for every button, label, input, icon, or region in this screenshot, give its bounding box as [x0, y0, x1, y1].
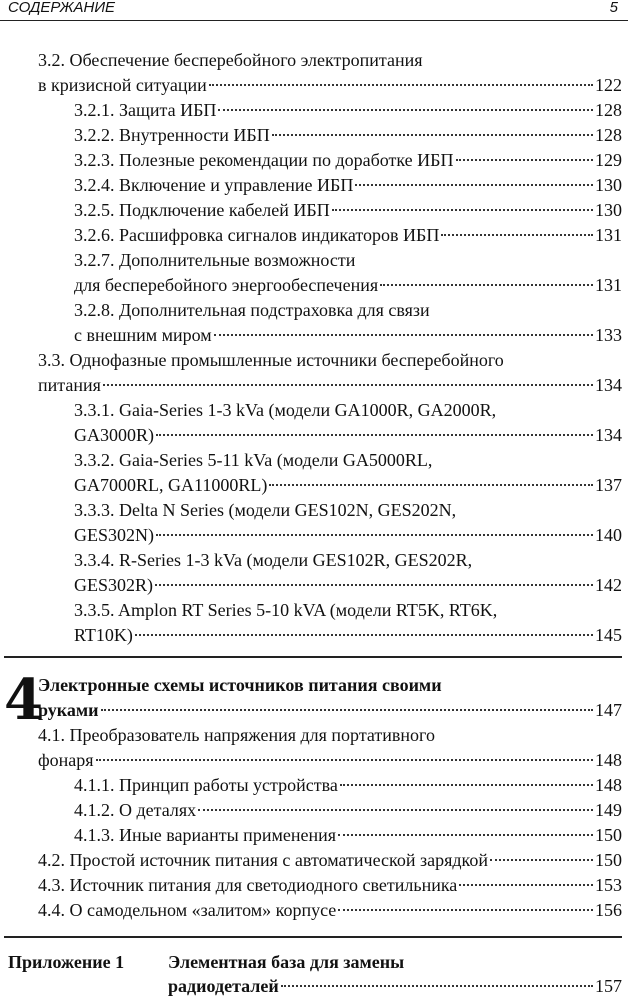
toc-entry-3-2-5[interactable]: [74, 198, 622, 222]
toc-entry-text: 3.2.6. Расшифровка сигналов индикаторов ИБП: [74, 225, 440, 245]
toc-entry-4-1-2[interactable]: [74, 798, 622, 822]
toc-entry-4-3[interactable]: [38, 873, 622, 897]
dot-leader: [332, 208, 593, 211]
toc-entry-text: GA7000RL, GA11000RL): [74, 475, 268, 495]
dot-leader: [214, 333, 593, 336]
toc-page-number: 142: [595, 575, 622, 595]
toc-3-3-4-line1: 3.3.4. R-Series 1-3 kVa (модели GES102R, GES202R,: [74, 550, 473, 570]
toc-entry-3-2-7[interactable]: [74, 273, 622, 297]
toc-page-number: 145: [595, 625, 622, 645]
toc-3-2-title-line1: 3.2. Обеспечение бесперебойного электропитания: [38, 50, 423, 70]
toc-entry-text: 4.1.2. О деталях: [74, 800, 197, 820]
toc-page-number: 133: [595, 325, 622, 345]
dot-leader: [96, 758, 593, 761]
toc-page-number: 131: [595, 275, 622, 295]
toc-3-3-1-line1: 3.3.1. Gaia-Series 1-3 kVa (модели GA1000R, GA2000R,: [74, 400, 497, 420]
toc-3-3-title-line1: 3.3. Однофазные промышленные источники бесперебойного: [38, 350, 504, 370]
toc-entry-text: 4.4. О самодельном «залитом» корпусе: [38, 900, 337, 920]
toc-page-number: 140: [595, 525, 622, 545]
toc-page-number: 156: [595, 900, 622, 920]
toc-entry-3-2-1[interactable]: [74, 98, 622, 122]
toc-entry-3-3-3[interactable]: [74, 523, 622, 547]
header-page-number: 5: [609, 0, 618, 16]
toc-entry-3-2-8[interactable]: [74, 323, 622, 347]
toc-entry-text: 3.2.3. Полезные рекомендации по доработке ИБП: [74, 150, 454, 170]
dot-leader: [103, 383, 593, 386]
dot-leader: [459, 883, 593, 886]
toc-entry-3-2-6[interactable]: [74, 223, 622, 247]
toc-entry-text: фонаря: [38, 750, 94, 770]
dot-leader: [490, 858, 593, 861]
toc-page-number: 150: [595, 825, 622, 845]
toc-3-3-3-line1: 3.3.3. Delta N Series (модели GES102N, GES202N,: [74, 500, 457, 520]
toc-entry-text: для бесперебойного энергообеспечения: [74, 275, 379, 295]
toc-entry-3-2-3[interactable]: [74, 148, 622, 172]
toc-3-3-5-line1: 3.3.5. Amplon RT Series 5-10 kVA (модели RT5K, RT6K,: [74, 600, 498, 620]
toc-entry-appendix-1[interactable]: [168, 974, 622, 998]
toc-entry-text: GES302R): [74, 575, 154, 595]
toc-entry-text: 3.2.5. Подключение кабелей ИБП: [74, 200, 330, 220]
dot-leader: [380, 283, 593, 286]
chapter-4-title-line2: руками: [38, 700, 99, 720]
dot-leader: [441, 233, 593, 236]
toc-page-number: 130: [595, 175, 622, 195]
toc-entry-text: 3.2.1. Защита ИБП: [74, 100, 217, 120]
dot-leader: [456, 158, 593, 161]
toc-4-1-line1: 4.1. Преобразователь напряжения для портативного: [38, 725, 435, 745]
appendix-title-line1: Элементная база для замены: [168, 952, 405, 972]
dot-leader: [198, 808, 593, 811]
toc-page-number: 131: [595, 225, 622, 245]
dot-leader: [101, 708, 593, 711]
toc-page-number: 137: [595, 475, 622, 495]
dot-leader: [156, 533, 593, 536]
toc-page-number: 147: [595, 700, 622, 720]
toc-entry-text: RT10K): [74, 625, 133, 645]
toc-entry-4-2[interactable]: [38, 848, 622, 872]
toc-page-number: 128: [595, 125, 622, 145]
toc-entry-3-3-5[interactable]: [74, 623, 622, 647]
toc-page-number: 129: [595, 150, 622, 170]
toc-entry-text: 4.1.1. Принцип работы устройства: [74, 775, 338, 795]
toc-entry-3-3-2[interactable]: [74, 473, 622, 497]
dot-leader: [338, 833, 593, 836]
toc-page-number: 148: [595, 750, 622, 770]
toc-3-3-title-line2: питания: [38, 375, 101, 395]
toc-3-2-7-line1: 3.2.7. Дополнительные возможности: [74, 250, 356, 270]
chapter-number: 4: [4, 667, 43, 733]
toc-entry-4-1-3[interactable]: [74, 823, 622, 847]
toc-entry-4-1-1[interactable]: [74, 773, 622, 797]
toc-entry-4-1[interactable]: [38, 748, 622, 772]
toc-entry-text: GA3000R): [74, 425, 154, 445]
chapter-4-title-line1: Электронные схемы источников питания своими: [38, 675, 442, 695]
appendix-label: Приложение 1: [8, 952, 125, 972]
toc-entry-text: 4.2. Простой источник питания с автоматической зарядкой: [38, 850, 488, 870]
toc-entry-3-3-1[interactable]: [74, 423, 622, 447]
appendix-title-line2: радиодеталей: [168, 976, 279, 996]
toc-3-3-2-line1: 3.3.2. Gaia-Series 5-11 kVa (модели GA5000RL,: [74, 450, 433, 470]
toc-page-number: 150: [595, 850, 622, 870]
toc-3-2-title-line2: в кризисной ситуации: [38, 75, 207, 95]
toc-entry-text: GES302N): [74, 525, 154, 545]
chapter-divider: [4, 656, 622, 658]
toc-entry-text: 3.2.4. Включение и управление ИБП: [74, 175, 354, 195]
toc-entry-3-3-4[interactable]: [74, 573, 622, 597]
dot-leader: [135, 633, 593, 636]
dot-leader: [156, 433, 593, 436]
dot-leader: [272, 133, 593, 136]
toc-entry-3-2[interactable]: [38, 73, 622, 97]
toc-entry-chapter-4[interactable]: [38, 698, 622, 722]
running-header: [0, 0, 628, 21]
toc-page-number: 130: [595, 200, 622, 220]
dot-leader: [281, 984, 593, 987]
dot-leader: [209, 83, 593, 86]
toc-page-number: 122: [595, 75, 622, 95]
toc-entry-3-2-2[interactable]: [74, 123, 622, 147]
toc-entry-3-3[interactable]: [38, 373, 622, 397]
toc-3-2-8-line1: 3.2.8. Дополнительная подстраховка для связи: [74, 300, 430, 320]
dot-leader: [269, 483, 593, 486]
toc-page-number: 128: [595, 100, 622, 120]
dot-leader: [155, 583, 593, 586]
toc-entry-text: 4.3. Источник питания для светодиодного светильника: [38, 875, 458, 895]
dot-leader: [340, 783, 593, 786]
header-title: СОДЕРЖАНИЕ: [8, 0, 116, 16]
toc-page-number: 149: [595, 800, 622, 820]
toc-entry-3-2-4[interactable]: [74, 173, 622, 197]
toc-entry-text: с внешним миром: [74, 325, 212, 345]
appendix-divider: [4, 936, 622, 938]
toc-page-number: 153: [595, 875, 622, 895]
toc-page-number: 134: [595, 425, 622, 445]
toc-page-number: 157: [595, 976, 622, 996]
toc-entry-text: 4.1.3. Иные варианты применения: [74, 825, 336, 845]
toc-page-number: 148: [595, 775, 622, 795]
dot-leader: [218, 108, 593, 111]
dot-leader: [338, 908, 593, 911]
toc-entry-4-4[interactable]: [38, 898, 622, 922]
toc-entry-text: 3.2.2. Внутренности ИБП: [74, 125, 270, 145]
dot-leader: [355, 183, 593, 186]
toc-page-number: 134: [595, 375, 622, 395]
